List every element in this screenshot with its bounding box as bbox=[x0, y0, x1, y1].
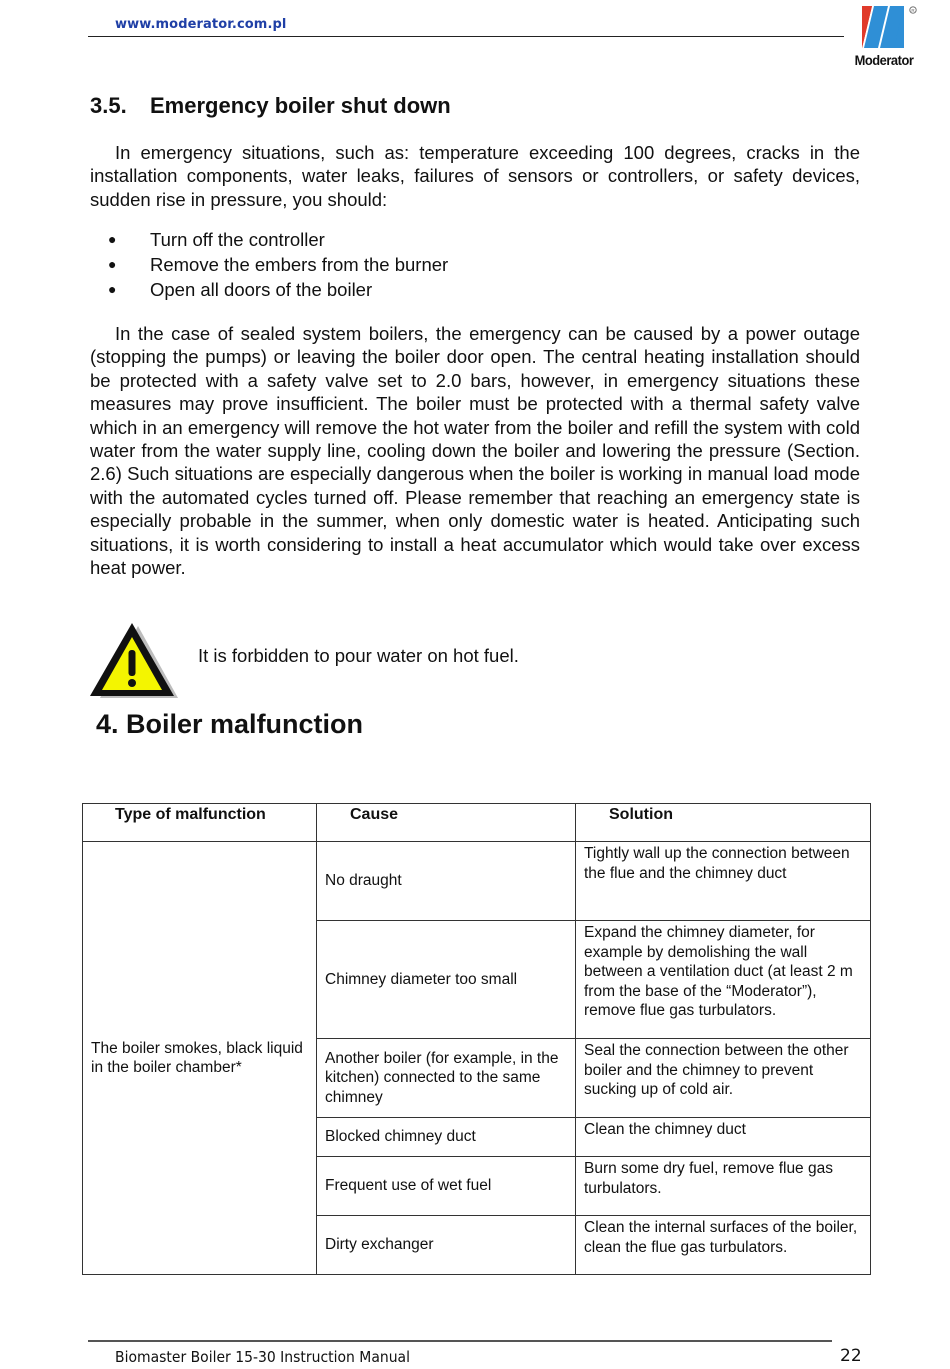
cause-cell: No draught bbox=[317, 842, 576, 921]
step-text: Open all doors of the boiler bbox=[150, 279, 373, 300]
bullet-icon: ● bbox=[108, 281, 117, 297]
solution-cell: Seal the connection between the other boiler and the chimney to prevent sucking up of cold air. bbox=[576, 1039, 871, 1118]
footer-title: Biomaster Boiler 15-30 Instruction Manual bbox=[115, 1348, 410, 1366]
bullet-icon: ● bbox=[108, 231, 117, 247]
section-number: 3.5. bbox=[90, 93, 127, 118]
solution-cell: Clean the chimney duct bbox=[576, 1118, 871, 1157]
header-divider bbox=[88, 36, 844, 37]
moderator-logo-icon bbox=[846, 2, 922, 52]
malfunction-table bbox=[82, 803, 871, 1275]
column-header-type: Type of malfunction bbox=[83, 804, 317, 842]
site-url-link[interactable]: www.moderator.com.pl bbox=[115, 17, 287, 32]
bullet-icon: ● bbox=[108, 256, 117, 272]
list-item bbox=[108, 252, 448, 277]
list-item bbox=[108, 227, 448, 252]
table-row bbox=[83, 842, 871, 921]
solution-cell: Expand the chimney diameter, for example by demolishing the wall between a ventilation duct (at least 2 m from the base of the “Moderator”), remove flue gas turbulators. bbox=[576, 921, 871, 1039]
warning-triangle-icon bbox=[88, 620, 180, 702]
cause-cell: Chimney diameter too small bbox=[317, 921, 576, 1039]
table-header-row bbox=[83, 804, 871, 842]
svg-text:R: R bbox=[911, 8, 915, 13]
column-header-solution: Solution bbox=[576, 804, 871, 842]
step-text: Turn off the controller bbox=[150, 229, 325, 250]
list-item bbox=[108, 277, 448, 302]
logo-text: Moderator bbox=[854, 52, 914, 68]
intro-paragraph bbox=[90, 141, 860, 211]
cause-cell: Frequent use of wet fuel bbox=[317, 1157, 576, 1216]
footer-divider bbox=[88, 1340, 832, 1342]
shutdown-steps-list bbox=[108, 227, 448, 302]
cause-cell: Another boiler (for example, in the kitchen) connected to the same chimney bbox=[317, 1039, 576, 1118]
solution-cell: Burn some dry fuel, remove flue gas turbulators. bbox=[576, 1157, 871, 1216]
solution-cell: Tightly wall up the connection between the flue and the chimney duct bbox=[576, 842, 871, 921]
body-paragraph bbox=[90, 322, 860, 579]
cause-cell: Blocked chimney duct bbox=[317, 1118, 576, 1157]
section-title: Emergency boiler shut down bbox=[150, 93, 451, 118]
column-header-cause: Cause bbox=[317, 804, 576, 842]
step-text: Remove the embers from the burner bbox=[150, 254, 449, 275]
malfunction-type-cell: The boiler smokes, black liquid in the boiler chamber* bbox=[83, 842, 317, 1275]
cause-cell: Dirty exchanger bbox=[317, 1216, 576, 1275]
body-text: In the case of sealed system boilers, the emergency can be caused by a power outage (stopping the pumps) or leaving the boiler door open. The central heating installation should be protected with a safety valve set to 2.0 bars, however, in emergency situations these measures may prove insufficient. The boiler must be protected with a thermal safety valve which in an emergency will remove the hot water from the boiler and refill the system with cold water from the water supply line, cooling down the boiler and lowering the pressure (Section. 2.6) Such situations are especially dangerous when the boiler is working in manual load mode with the automated cycles turned off. Please remember that reaching an emergency state is especially probable in the summer, when only domestic water is heated. Anticipating such situations, it is worth considering to install a heat accumulator which would take over excess heat power. bbox=[90, 323, 860, 579]
warning-text: It is forbidden to pour water on hot fuel. bbox=[198, 645, 519, 666]
solution-cell: Clean the internal surfaces of the boiler, clean the flue gas turbulators. bbox=[576, 1216, 871, 1275]
section-heading-4: 4. Boiler malfunction bbox=[96, 709, 364, 739]
section-heading-3-5 bbox=[90, 93, 451, 119]
intro-text: In emergency situations, such as: temperature exceeding 100 degrees, cracks in the installation components, water leaks, failures of sensors or controllers, or safety devices, sudden rise in pressure, you should: bbox=[90, 142, 860, 210]
moderator-logo bbox=[846, 2, 922, 68]
page-number: 22 bbox=[840, 1346, 862, 1366]
